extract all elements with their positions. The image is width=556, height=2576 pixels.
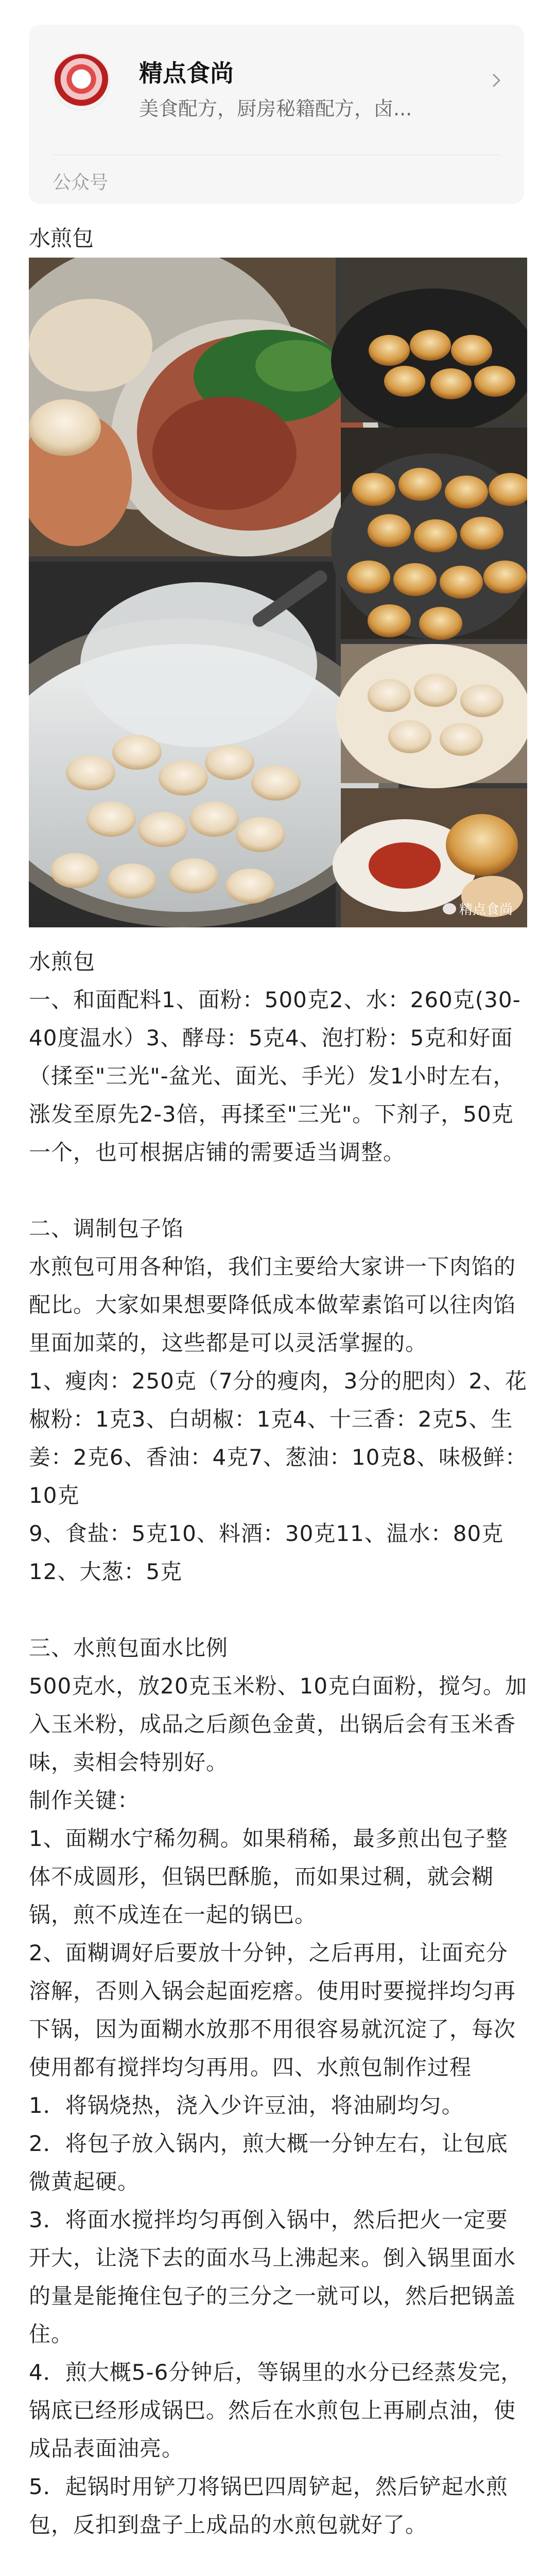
article-paragraph: 9、食盐：5克10、料酒：30克11、温水：80克12、大葱：5克 xyxy=(29,1521,504,1584)
article-paragraph: 500克水，放20克玉米粉、10克白面粉，搅匀。加入玉米粉，成品之后颜色金黄，出锅后会有玉米香味，卖相会特别好。 xyxy=(29,1673,528,1775)
account-card[interactable] xyxy=(29,25,524,204)
article-paragraph: 1、瘦肉：250克（7分的瘦肉，3分的肥肉）2、花椒粉：1克3、白胡椒：1克4、十三香：2克5、生姜：2克6、香油：4克7、葱油：10克8、味极鲜：10克 xyxy=(29,1368,528,1508)
article-body xyxy=(29,943,528,2544)
article-title: 水煎包 xyxy=(29,226,94,251)
article-paragraph: 2、面糊调好后要放十分钟，之后再用，让面充分溶解，否则入锅会起面疙瘩。使用时要搅拌均匀再下锅，因为面糊水放那不用很容易就沉淀了，每次使用都有搅拌均匀再用。四、水煎包制作过程 xyxy=(29,1940,516,2080)
paragraph-gap xyxy=(29,1591,528,1629)
article-paragraph: 水煎包可用各种馅，我们主要给大家讲一下肉馅的配比。大家如果想要降低成本做荤素馅可以往肉馅里面加菜的，这些都是可以灵活掌握的。 xyxy=(29,1254,516,1355)
article-paragraph: 3．将面水搅拌均匀再倒入锅中，然后把火一定要开大，让浇下去的面水马上沸起来。倒入锅里面水的量是能掩住包子的三分之一就可以，然后把锅盖住。 xyxy=(29,2207,516,2347)
paragraph-gap xyxy=(29,1172,528,1210)
image-watermark: 精点食尚 xyxy=(443,899,513,918)
account-name: 精点食尚 xyxy=(139,59,234,87)
account-type-label: 公众号 xyxy=(53,172,109,193)
article-paragraph: 4．煎大概5-6分钟后，等锅里的水分已经蒸发完，锅底已经形成锅巴。然后在水煎包上再刷点油，使成品表面油亮。 xyxy=(29,2360,523,2461)
section-heading: 三、水煎包面水比例 xyxy=(29,1635,229,1660)
article-paragraph: 制作关键： xyxy=(29,1788,140,1813)
article-paragraph: 5．起锅时用铲刀将锅巴四周铲起，然后铲起水煎包，反扣到盘子上成品的水煎包就好了。 xyxy=(29,2474,508,2537)
chevron-right-icon xyxy=(487,71,506,90)
account-avatar xyxy=(53,53,110,111)
article-paragraph: 1、面糊水宁稀勿稠。如果稍稀，最多煎出包子整体不成圆形，但锅巴酥脆，而如果过稠，就会糊锅，煎不成连在一起的锅巴。 xyxy=(29,1826,508,1927)
account-description: 美食配方，厨房秘籍配方，卤... xyxy=(139,97,412,120)
article-paragraph: 2．将包子放入锅内，煎大概一分钟左右，让包底微黄起硬。 xyxy=(29,2131,508,2194)
article-paragraph: 一、和面配料1、面粉：500克2、水：260克(30-40度温水）3、酵母：5克4、泡打粉：5克和好面（揉至"三光"-盆光、面光、手光）发1小时左右，涨发至原先2-3倍，再揉至"三光"。下剂子，50克一个，也可根据店铺的需要适当调整。 xyxy=(29,987,521,1165)
watermark-icon xyxy=(443,903,456,914)
article-paragraph: 1．将锅烧热，浇入少许豆油，将油刷均匀。 xyxy=(29,2093,464,2118)
section-heading: 二、调制包子馅 xyxy=(29,1216,184,1241)
article-paragraph: 水煎包 xyxy=(29,949,96,974)
hero-image xyxy=(29,258,527,927)
